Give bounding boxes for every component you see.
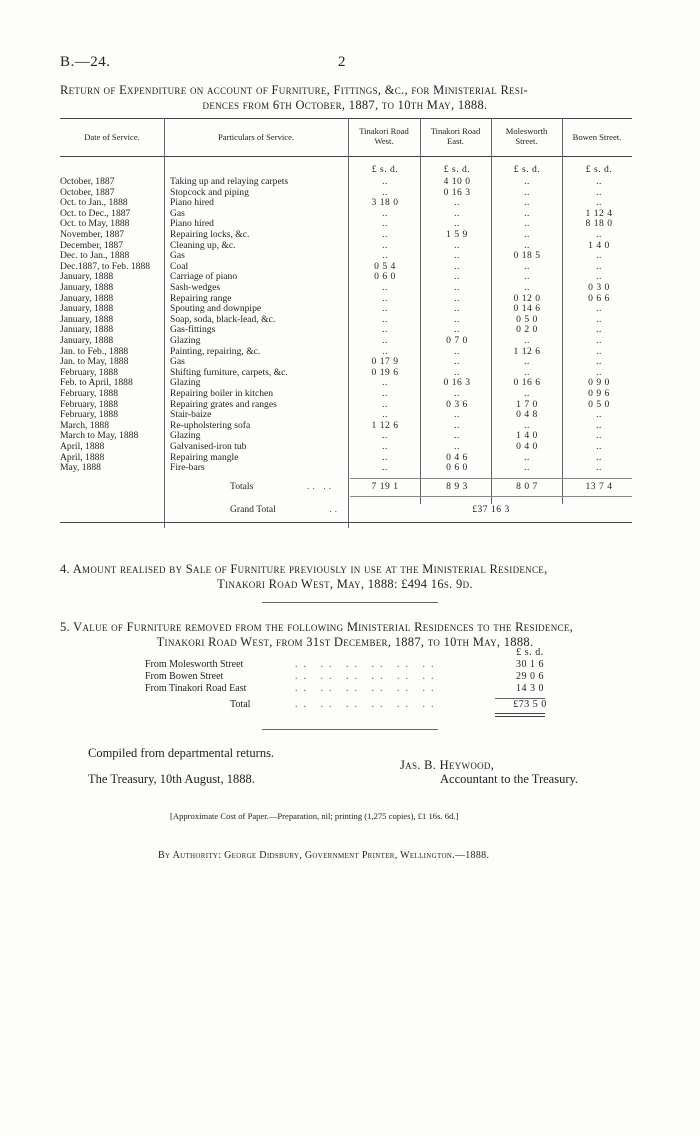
col-head-tinakori-east-line2: East. [447, 136, 464, 146]
row-bowen: 0 9 6 [588, 388, 610, 399]
row-particulars: Repairing grates and ranges [170, 398, 277, 410]
row-molesworth: .. [524, 260, 530, 272]
row-particulars: Fire-bars [170, 462, 205, 474]
section5-line1: 5. Value of Furniture removed from the following Ministerial Residences to the Residence, [60, 620, 574, 634]
row-bowen: 0 9 0 [588, 377, 610, 389]
row-tinakori-west: .. [382, 409, 388, 421]
table-row [60, 462, 632, 473]
row-bowen: .. [596, 313, 602, 325]
row-molesworth: 1 7 0 [516, 398, 538, 410]
row-tinakori-west: .. [382, 176, 388, 187]
table-row [60, 367, 632, 378]
total-tinakori-east: 8 9 3 [446, 481, 468, 492]
row-tinakori-west: .. [382, 207, 388, 219]
table-row [60, 356, 632, 367]
row-tinakori-east: .. [454, 271, 460, 283]
section3-title-line1: Return of Expenditure on account of Furniture, Fittings, &c., for Ministerial Resi- [60, 83, 528, 97]
col-head-date: Date of Service. [84, 132, 140, 142]
row-bowen: 1 4 0 [588, 239, 610, 251]
row-date: April, 1888 [60, 441, 105, 452]
row-molesworth: .. [524, 366, 530, 378]
row-tinakori-west: .. [382, 292, 388, 304]
row-date: May, 1888 [60, 462, 101, 474]
row-particulars: Gas [170, 356, 185, 368]
row-bowen: .. [596, 250, 602, 262]
table-row [60, 452, 632, 463]
table-row [60, 399, 632, 410]
total-tinakori-west: 7 19 1 [371, 481, 399, 492]
row-date: January, 1888 [60, 313, 114, 325]
row-tinakori-west: .. [382, 218, 388, 230]
compiled-note: Compiled from departmental returns. [88, 746, 275, 760]
col-head-molesworth-line1: Molesworth [505, 126, 548, 136]
dot-leader: .. .. .. .. .. .. [295, 659, 440, 670]
row-tinakori-east: .. [454, 419, 460, 431]
row-tinakori-west: .. [382, 398, 388, 410]
row-tinakori-west: .. [382, 345, 388, 357]
totals-label: Totals [230, 481, 254, 492]
row-tinakori-west: .. [382, 335, 388, 346]
document-reference: B.—24. [60, 54, 111, 70]
row-date: January, 1888 [60, 303, 114, 315]
row-tinakori-west: 0 17 9 [371, 356, 399, 368]
row-tinakori-east: 1 5 9 [446, 229, 468, 240]
table-row [60, 377, 632, 388]
table-row [60, 208, 632, 219]
row-tinakori-east: .. [454, 366, 460, 378]
row-tinakori-west: 1 12 6 [371, 419, 399, 431]
row-date: October, 1887 [60, 186, 115, 198]
table-row [60, 303, 632, 314]
grand-total-label: Grand Total [230, 504, 276, 515]
row-date: October, 1887 [60, 176, 115, 187]
row-particulars: Taking up and relaying carpets [170, 176, 289, 187]
page-number: 2 [338, 54, 346, 70]
col-head-bowen: Bowen Street. [572, 132, 622, 142]
row-date: February, 1888 [60, 388, 118, 399]
row-date: Dec.1887, to Feb. 1888 [60, 260, 151, 272]
row-particulars: Repairing boiler in kitchen [170, 388, 274, 399]
row-particulars: Stair-baize [170, 409, 212, 421]
row-molesworth: .. [524, 229, 530, 240]
row-particulars: Spouting and downpipe [170, 303, 262, 315]
row-date: March to May, 1888 [60, 430, 139, 442]
row-molesworth: .. [524, 207, 530, 219]
row-date: Oct. to Dec., 1887 [60, 207, 131, 219]
section4-text [60, 562, 630, 592]
table-row [60, 250, 632, 261]
table-row [60, 335, 632, 346]
table-row [60, 346, 632, 357]
row-tinakori-east: .. [454, 239, 460, 251]
row-bowen: .. [596, 356, 602, 368]
col-head-tinakori-east-line1: Tinakori Road [430, 126, 481, 136]
row-bowen: .. [596, 462, 602, 474]
table-row [60, 218, 632, 229]
table-row [60, 240, 632, 251]
table-row [60, 229, 632, 240]
section4-line2: Tinakori Road West, May, 1888: £494 16s. 9d. [217, 577, 473, 591]
row-tinakori-west: .. [382, 441, 388, 452]
row-tinakori-west: 0 19 6 [371, 366, 399, 378]
row-tinakori-west: .. [382, 430, 388, 442]
row-date: January, 1888 [60, 324, 114, 336]
col-head-particulars: Particulars of Service. [217, 132, 295, 142]
table-row [60, 420, 632, 431]
row-particulars: Piano hired [170, 218, 214, 230]
row-date: January, 1888 [60, 282, 114, 293]
row-particulars: Repairing locks, &c. [170, 229, 250, 240]
furniture-total-value: £73 5 0 [513, 699, 547, 710]
row-particulars: Repairing range [170, 292, 232, 304]
row-particulars: Gas [170, 207, 185, 219]
row-bowen: .. [596, 229, 602, 240]
table-row [60, 197, 632, 208]
row-tinakori-east: 0 16 3 [443, 377, 471, 389]
row-date: February, 1888 [60, 398, 118, 410]
furniture-amount: 30 1 6 [516, 659, 544, 670]
row-date: December, 1887 [60, 239, 124, 251]
row-particulars: Painting, repairing, &c. [170, 345, 261, 357]
row-bowen: .. [596, 335, 602, 346]
currency-c2: £ s. d. [443, 164, 471, 175]
row-particulars: Coal [170, 260, 189, 272]
row-molesworth: 0 2 0 [516, 324, 538, 336]
totals-leader: .. .. [307, 481, 334, 492]
row-molesworth: 0 4 8 [516, 409, 538, 421]
row-molesworth: 0 16 6 [513, 377, 541, 389]
furniture-source-label: From Bowen Street [145, 671, 224, 682]
row-tinakori-east: .. [454, 197, 460, 209]
row-tinakori-west: 0 5 4 [374, 260, 396, 272]
row-tinakori-east: .. [454, 345, 460, 357]
table-row [60, 409, 632, 420]
row-bowen: 1 12 4 [585, 207, 613, 219]
row-molesworth: .. [524, 335, 530, 346]
row-bowen: 0 6 6 [588, 292, 610, 304]
row-molesworth: .. [524, 356, 530, 368]
row-particulars: Glazing [170, 430, 201, 442]
table-row [60, 441, 632, 452]
row-particulars: Gas [170, 250, 185, 262]
row-tinakori-east: .. [454, 324, 460, 336]
row-particulars: Gas-fittings [170, 324, 216, 336]
row-tinakori-east: .. [454, 260, 460, 272]
row-bowen: .. [596, 451, 602, 463]
row-tinakori-east: .. [454, 303, 460, 315]
row-date: Oct. to May, 1888 [60, 218, 130, 230]
row-tinakori-west: .. [382, 451, 388, 463]
table-row [60, 314, 632, 325]
row-date: January, 1888 [60, 271, 114, 283]
row-tinakori-west: .. [382, 388, 388, 399]
row-bowen: .. [596, 419, 602, 431]
row-bowen: .. [596, 176, 602, 187]
row-molesworth: .. [524, 197, 530, 209]
row-tinakori-west: .. [382, 250, 388, 262]
dot-leader: .. .. .. .. .. .. [295, 671, 440, 682]
row-tinakori-east: .. [454, 409, 460, 421]
table-row [60, 176, 632, 187]
authority-line: By Authority: George Didsbury, Government Printer, Wellington.—1888. [158, 850, 490, 861]
row-tinakori-west: 0 6 0 [374, 271, 396, 283]
row-bowen: .. [596, 303, 602, 315]
row-bowen: .. [596, 197, 602, 209]
row-tinakori-west: .. [382, 462, 388, 474]
row-date: Jan. to May, 1888 [60, 356, 129, 368]
signatory-title: Accountant to the Treasury. [440, 772, 579, 786]
row-molesworth: .. [524, 462, 530, 474]
row-molesworth: .. [524, 419, 530, 431]
row-bowen: .. [596, 186, 602, 198]
row-molesworth: 1 12 6 [513, 345, 541, 357]
row-tinakori-east: 0 4 6 [446, 451, 468, 463]
row-tinakori-east: .. [454, 282, 460, 293]
total-bowen: 13 7 4 [585, 481, 613, 492]
row-bowen: .. [596, 345, 602, 357]
row-tinakori-east: 0 3 6 [446, 398, 468, 410]
col-head-tinakori-west-line1: Tinakori Road [359, 126, 409, 136]
row-tinakori-east: .. [454, 430, 460, 442]
table-row [60, 271, 632, 282]
row-molesworth: .. [524, 218, 530, 230]
table-row [60, 324, 632, 335]
row-molesworth: .. [524, 451, 530, 463]
row-date: February, 1888 [60, 409, 118, 421]
currency-c3: £ s. d. [513, 164, 541, 175]
row-tinakori-east: .. [454, 441, 460, 452]
row-particulars: Glazing [170, 377, 201, 389]
row-tinakori-east: .. [454, 292, 460, 304]
row-molesworth: 0 12 0 [513, 292, 541, 304]
row-tinakori-west: .. [382, 229, 388, 240]
section5-title [60, 620, 630, 650]
row-particulars: Stopcock and piping [170, 186, 249, 198]
row-tinakori-east: 0 6 0 [446, 462, 468, 474]
col-head-tinakori-west-line2: West. [374, 136, 394, 146]
row-bowen: 8 18 0 [585, 218, 613, 230]
row-particulars: Repairing mangle [170, 451, 239, 463]
row-tinakori-east: 4 10 0 [443, 176, 471, 187]
row-tinakori-east: .. [454, 313, 460, 325]
total-molesworth: 8 0 7 [516, 481, 538, 492]
table-row [60, 261, 632, 272]
signatory-name: Jas. B. Heywood, [400, 758, 495, 772]
row-bowen: .. [596, 430, 602, 442]
dot-leader: .. .. .. .. .. .. [295, 683, 440, 694]
section3-title-line2: dences from 6th October, 1887, to 10th May, 1888. [202, 98, 488, 112]
row-molesworth: .. [524, 388, 530, 399]
row-tinakori-east: .. [454, 207, 460, 219]
grand-total-row [60, 504, 632, 515]
row-particulars: Cleaning up, &c. [170, 239, 236, 251]
table-row [60, 388, 632, 399]
row-tinakori-east: .. [454, 388, 460, 399]
table-row [60, 430, 632, 441]
col-head-tinakori-east [420, 126, 491, 146]
section5-currency: £ s. d. [516, 647, 544, 658]
furniture-total-leader: .. .. .. .. .. .. [295, 699, 440, 710]
row-tinakori-east: 0 16 3 [443, 186, 471, 198]
row-particulars: Soap, soda, black-lead, &c. [170, 313, 276, 325]
row-tinakori-west: 3 18 0 [371, 197, 399, 209]
row-bowen: 0 5 0 [588, 398, 610, 410]
row-particulars: Shifting furniture, carpets, &c. [170, 366, 288, 378]
table-row [60, 293, 632, 304]
table-row [60, 282, 632, 293]
table-row [60, 187, 632, 198]
row-tinakori-west: .. [382, 282, 388, 293]
col-head-molesworth-line2: Street. [515, 136, 538, 146]
row-bowen: .. [596, 271, 602, 283]
row-date: February, 1888 [60, 366, 118, 378]
currency-row [60, 164, 632, 175]
row-molesworth: .. [524, 271, 530, 283]
row-tinakori-west: .. [382, 313, 388, 325]
row-date: March, 1888 [60, 419, 110, 431]
row-particulars: Re-upholstering sofa [170, 419, 251, 431]
section5-currency-row [145, 647, 605, 659]
list-item [145, 671, 605, 683]
row-molesworth: 1 4 0 [516, 430, 538, 442]
currency-c4: £ s. d. [585, 164, 613, 175]
furniture-amount: 29 0 6 [516, 671, 544, 682]
cost-note: [Approximate Cost of Paper.—Preparation, nil; printing (1,275 copies), £1 16s. 6d.] [170, 811, 459, 821]
furniture-source-label: From Tinakori Road East [145, 683, 247, 694]
grand-total-leader: .. [329, 504, 340, 515]
row-date: Oct. to Jan., 1888 [60, 197, 128, 209]
row-date: April, 1888 [60, 451, 105, 463]
row-particulars: Sash-wedges [170, 282, 221, 293]
row-tinakori-east: .. [454, 250, 460, 262]
row-tinakori-east: .. [454, 218, 460, 230]
row-date: November, 1887 [60, 229, 125, 240]
row-tinakori-west: .. [382, 303, 388, 315]
totals-row [60, 481, 632, 492]
row-date: Dec. to Jan., 1888 [60, 250, 130, 262]
row-bowen: .. [596, 409, 602, 421]
col-head-molesworth [491, 126, 562, 146]
row-particulars: Galvanised-iron tub [170, 441, 247, 452]
furniture-source-label: From Molesworth Street [145, 659, 244, 670]
row-molesworth: 0 4 0 [516, 441, 538, 452]
row-molesworth: .. [524, 239, 530, 251]
row-bowen: .. [596, 324, 602, 336]
row-molesworth: 0 18 5 [513, 250, 541, 262]
row-tinakori-west: .. [382, 186, 388, 198]
row-particulars: Piano hired [170, 197, 214, 209]
row-particulars: Glazing [170, 335, 201, 346]
row-bowen: .. [596, 366, 602, 378]
grand-total-value: £37 16 3 [472, 504, 510, 515]
row-molesworth: .. [524, 186, 530, 198]
row-tinakori-west: .. [382, 377, 388, 389]
row-bowen: .. [596, 260, 602, 272]
row-tinakori-east: 0 7 0 [446, 335, 468, 346]
row-molesworth: 0 5 0 [516, 313, 538, 325]
row-tinakori-west: .. [382, 324, 388, 336]
section5-line2: Tinakori Road West, from 31st December, 1887, to 10th May, 1888. [156, 635, 534, 649]
currency-c1: £ s. d. [371, 164, 399, 175]
list-item [145, 659, 605, 671]
row-date: January, 1888 [60, 292, 114, 304]
row-tinakori-west: .. [382, 239, 388, 251]
col-head-tinakori-west [348, 126, 420, 146]
section3-title [60, 83, 630, 113]
furniture-amount: 14 3 0 [516, 683, 544, 694]
row-bowen: 0 3 0 [588, 282, 610, 293]
furniture-total-row [145, 699, 605, 711]
furniture-total-label: Total [230, 699, 251, 710]
row-molesworth: 0 14 6 [513, 303, 541, 315]
section4-line1: 4. Amount realised by Sale of Furniture previously in use at the Ministerial Residence, [60, 562, 548, 576]
list-item [145, 683, 605, 695]
place-date: The Treasury, 10th August, 1888. [88, 772, 255, 786]
row-date: January, 1888 [60, 335, 114, 346]
row-particulars: Carriage of piano [170, 271, 238, 283]
row-date: Feb. to April, 1888 [60, 377, 133, 389]
row-molesworth: .. [524, 282, 530, 293]
row-bowen: .. [596, 441, 602, 452]
row-date: Jan. to Feb., 1888 [60, 345, 129, 357]
row-tinakori-east: .. [454, 356, 460, 368]
row-molesworth: .. [524, 176, 530, 187]
